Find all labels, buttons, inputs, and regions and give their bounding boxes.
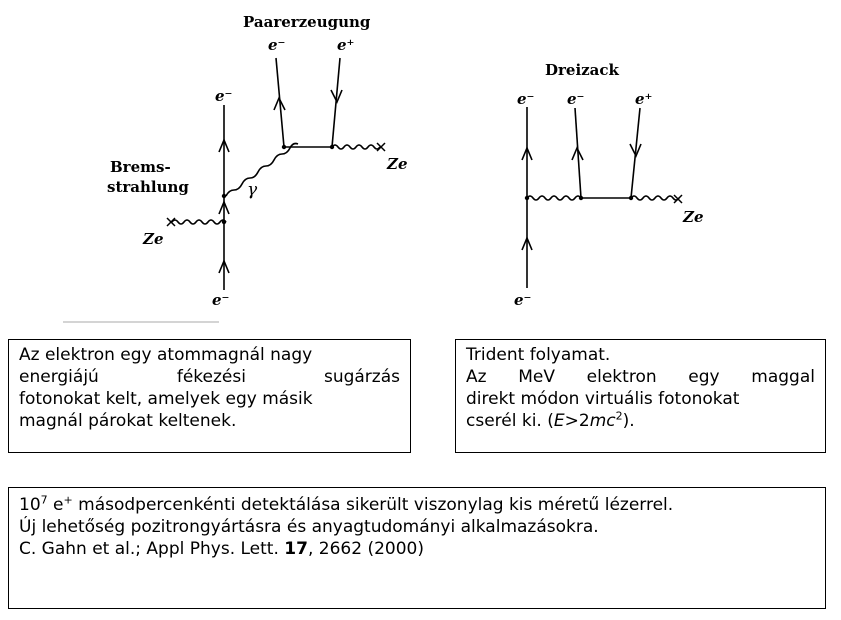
- mc-exponent: 2: [615, 409, 623, 423]
- citation-post: , 2662 (2000): [307, 539, 424, 559]
- trident-photon-nucleus: [631, 196, 679, 200]
- vertex-dot: [525, 196, 529, 200]
- vertex-dot: [222, 194, 226, 198]
- trident-incoming-electron-label: e⁻: [514, 291, 532, 309]
- trident-positron-label: e⁺: [635, 90, 653, 108]
- bremsstrahlung-description-box: [8, 339, 411, 453]
- photon-line-upper: [332, 145, 380, 149]
- result-line1: [19, 494, 815, 516]
- outgoing-electron-label: e⁻: [215, 87, 233, 105]
- pair-production-diagram: [172, 58, 380, 290]
- box-right-line4-pre: cserél ki. (: [466, 411, 554, 431]
- box-left-line3: fotonokat kelt, amelyek egy másik: [19, 389, 313, 409]
- trident-pair-positron-line: [631, 108, 640, 198]
- box-left-line2: energiájú fékezési sugárzás: [19, 367, 400, 387]
- result-base: 10: [19, 495, 41, 515]
- incoming-electron-label: e⁻: [212, 291, 230, 309]
- result-rest: másodpercenkénti detektálása sikerült viszonylag kis méretű lézerrel.: [72, 495, 674, 515]
- photon-line-lower: [172, 220, 226, 224]
- trident-photon-line: [527, 196, 581, 200]
- result-line3: [19, 538, 815, 560]
- box-right-line4-mid: >2: [564, 411, 590, 431]
- vertex-dot: [629, 196, 633, 200]
- trident-diagram: [522, 107, 679, 288]
- nucleus-label-lower: Ze: [143, 230, 164, 248]
- pair-positron-line: [332, 58, 340, 147]
- gamma-label: γ: [247, 180, 258, 200]
- box-right-line4-post: ).: [622, 411, 635, 431]
- energy-symbol: E: [553, 411, 565, 431]
- result-line2: Új lehetőség pozitrongyártásra és anyagtudományi alkalmazásokra.: [19, 517, 599, 537]
- trident-electron-out1-label: e⁻: [517, 90, 535, 108]
- box-left-line1: Az elektron egy atommagnál nagy: [19, 345, 313, 365]
- mc-symbol: mc: [589, 411, 616, 431]
- box-right-line3: direkt módon virtuális fotonokat: [466, 389, 740, 409]
- nucleus-mark-upper: [377, 143, 385, 151]
- vertex-dots: [222, 145, 334, 224]
- box-right-line1: Trident folyamat.: [466, 345, 611, 365]
- citation-pre: C. Gahn et al.; Appl Phys. Lett.: [19, 539, 285, 559]
- pair-production-title: Paarerzeugung: [243, 13, 371, 31]
- trident-nucleus-label: Ze: [683, 208, 704, 226]
- nucleus-x-marks: [167, 143, 385, 226]
- nucleus-mark-lower: [167, 218, 175, 226]
- vertex-dot: [282, 145, 286, 149]
- box-right-line4: [466, 410, 815, 432]
- bremsstrahlung-label-line1: Brems-: [110, 158, 171, 176]
- pair-positron-label: e⁺: [337, 36, 355, 54]
- trident-title: Dreizack: [545, 61, 619, 79]
- result-e: e: [47, 495, 64, 515]
- vertex-dot: [222, 220, 226, 224]
- result-plus: +: [63, 493, 73, 507]
- result-box: [8, 487, 826, 609]
- box-left-line4: magnál párokat keltenek.: [19, 411, 237, 431]
- result-exponent: 7: [40, 493, 48, 507]
- citation-volume: 17: [284, 539, 308, 559]
- vertex-dot: [330, 145, 334, 149]
- vertex-dot: [579, 196, 583, 200]
- box-right-line2: Az MeV elektron egy maggal: [466, 367, 815, 387]
- bremsstrahlung-photon: [226, 144, 298, 197]
- trident-electron-out2-label: e⁻: [567, 90, 585, 108]
- bremsstrahlung-label-line2: strahlung: [107, 178, 189, 196]
- nucleus-label-upper: Ze: [387, 155, 408, 173]
- pair-electron-label: e⁻: [268, 36, 286, 54]
- trident-description-box: [455, 339, 826, 453]
